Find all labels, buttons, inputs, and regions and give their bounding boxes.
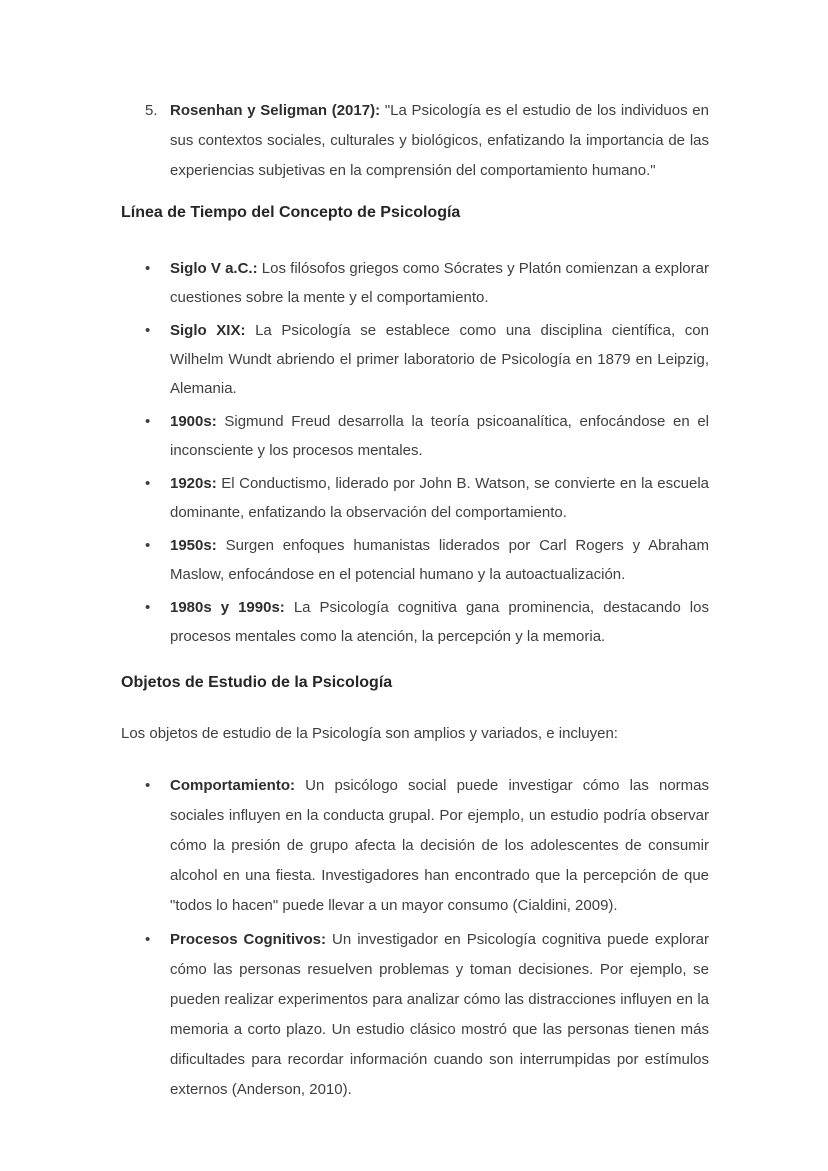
bullet-text: La Psicología se establece como una disciplina científica, con Wilhelm Wundt abriendo el primer laboratorio de Psicología en 1879 en Leipzig, Alemania. <box>170 322 709 397</box>
list-item <box>121 469 709 527</box>
bullet-icon: • <box>145 537 151 554</box>
intro-paragraph: Los objetos de estudio de la Psicología son amplios y variados, e incluyen: <box>121 725 618 742</box>
list-item <box>121 254 709 312</box>
bullet-text: Un investigador en Psicología cognitiva puede explorar cómo las personas resuelven problemas y toman decisiones. Por ejemplo, se pueden realizar experimentos para analizar cómo las distracciones influyen en la memoria a corto plazo. Un estudio clásico mostró que las personas tienen más dificultades para recordar información cuando son interrumpidas por estímulos externos (Anderson, 2010). <box>170 931 710 1098</box>
list-number: 5. <box>145 102 158 119</box>
bullet-content <box>170 407 709 465</box>
bullet-text: La Psicología cognitiva gana prominencia, destacando los procesos mentales como la atención, la percepción y la memoria. <box>170 599 709 645</box>
list-item <box>121 407 709 465</box>
timeline-list <box>121 254 709 651</box>
bullet-content <box>170 771 709 921</box>
bullet-lead: 1980s y 1990s: <box>170 599 285 616</box>
bullet-lead: Siglo V a.C.: <box>170 260 258 277</box>
bullet-text: El Conductismo, liderado por John B. Watson, se convierte en la escuela dominante, enfatizando la observación del comportamiento. <box>170 475 709 521</box>
bullet-icon: • <box>145 475 151 492</box>
bullet-content <box>170 925 709 1105</box>
bullet-icon: • <box>145 260 151 277</box>
section-heading-linea-de-tiempo: Línea de Tiempo del Concepto de Psicología <box>121 204 461 221</box>
bullet-icon: • <box>145 322 151 339</box>
bullet-lead: Siglo XIX: <box>170 322 246 339</box>
bullet-text: Un psicólogo social puede investigar cómo las normas sociales influyen en la conducta grupal. Por ejemplo, un estudio podría observar cómo la presión de grupo afecta la decisión de los adolescentes de consumir alcohol en una fiesta. Investigadores han encontrado que la percepción de que "todos lo hacen" puede llevar a un mayor consumo (Cialdini, 2009). <box>170 777 709 914</box>
list-item <box>121 531 709 589</box>
section-heading-objetos-de-estudio: Objetos de Estudio de la Psicología <box>121 674 393 691</box>
bullet-text: Surgen enfoques humanistas liderados por Carl Rogers y Abraham Maslow, enfocándose en el potencial humano y la autoactualización. <box>170 537 709 583</box>
numbered-list-item <box>121 96 709 186</box>
list-item <box>121 316 709 403</box>
bullet-content <box>170 531 709 589</box>
bullet-icon: • <box>145 931 151 948</box>
list-item <box>121 593 709 651</box>
bullet-lead: 1900s: <box>170 413 217 430</box>
bullet-content <box>170 593 709 651</box>
bullet-icon: • <box>145 777 151 794</box>
item-lead: Rosenhan y Seligman (2017): <box>170 102 381 119</box>
bullet-lead: Comportamiento: <box>170 777 295 794</box>
bullet-lead: 1920s: <box>170 475 217 492</box>
list-item <box>121 925 709 1105</box>
study-objects-list <box>121 771 709 1105</box>
bullet-text: Sigmund Freud desarrolla la teoría psicoanalítica, enfocándose en el inconsciente y los procesos mentales. <box>170 413 709 459</box>
numbered-item-content <box>170 96 709 186</box>
bullet-content <box>170 316 709 403</box>
bullet-icon: • <box>145 599 151 616</box>
item-text: "La Psicología es el estudio de los individuos en sus contextos sociales, culturales y biológicos, enfatizando la importancia de las experiencias subjetivas en la comprensión del comportamiento humano." <box>170 102 709 179</box>
bullet-content <box>170 469 709 527</box>
bullet-text: Los filósofos griegos como Sócrates y Platón comienzan a explorar cuestiones sobre la mente y el comportamiento. <box>170 260 709 306</box>
bullet-lead: 1950s: <box>170 537 217 554</box>
bullet-icon: • <box>145 413 151 430</box>
bullet-lead: Procesos Cognitivos: <box>170 931 327 948</box>
bullet-content <box>170 254 709 312</box>
list-item <box>121 771 709 921</box>
